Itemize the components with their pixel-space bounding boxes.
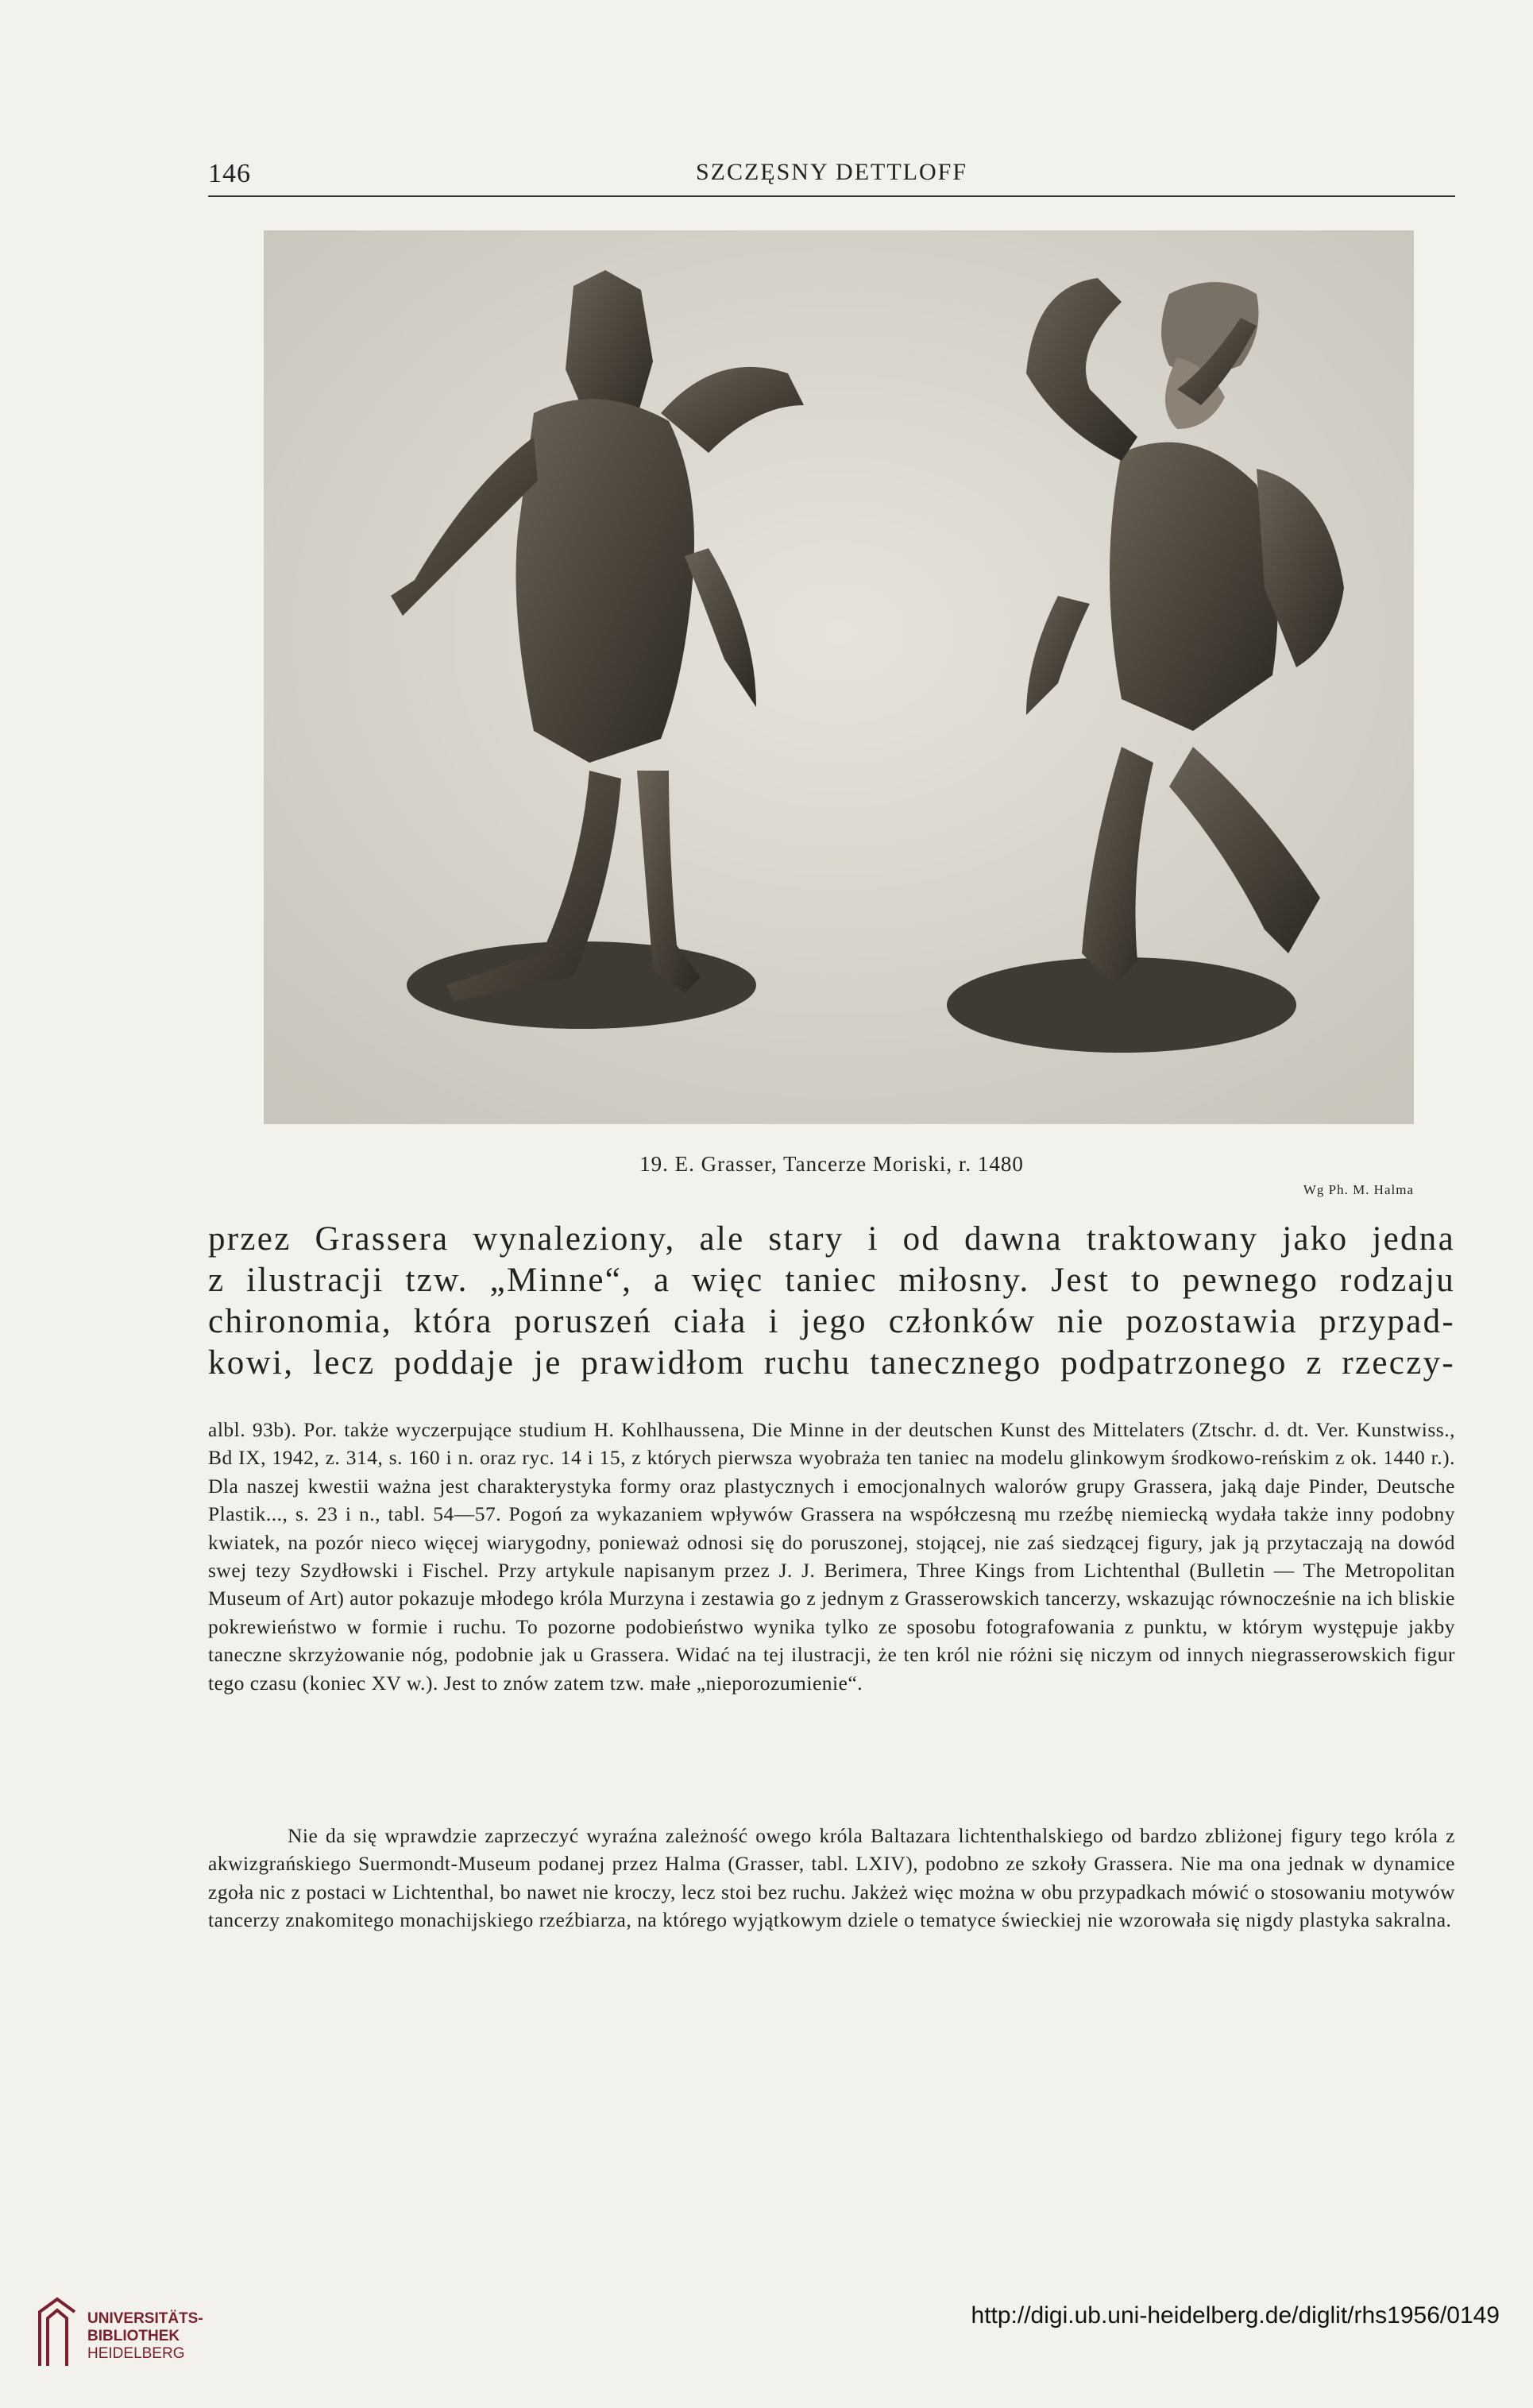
page-header: [208, 159, 1455, 207]
library-name-line: HEIDELBERG: [87, 2345, 185, 2362]
body-text: [208, 1219, 1455, 1384]
body-line: przez Grassera wynaleziony, ale stary i od dawna traktowany jako jedna: [208, 1220, 1455, 1258]
dancers-photo-illustration: [264, 230, 1414, 1124]
source-url-link[interactable]: http://digi.ub.uni-heidelberg.de/diglit/rhs1956/0149: [971, 2302, 1500, 2329]
figure-photograph: [264, 230, 1414, 1124]
header-rule: [208, 195, 1455, 197]
body-line: kowi, lecz poddaje je prawidłom ruchu tanecznego podpatrzonego z rzeczy-: [208, 1344, 1455, 1382]
footnote-paragraph-2: Nie da się wprawdzie zaprzeczyć wyraźna zależność owego króla Baltazara lichtenthalskiego od bardzo zbliżonej figury tego króla z akwizgrańskiego Suermondt-Museum podanej przez Halma (Grasser, tabl. LXIV), podobno ze szkoły Grassera. Nie ma ona jednak w dynamice zgoła nic z postaci w Lichtenthal, bo nawet nie kroczy, lecz stoi bez ruchu. Jakżeż więc można w obu przypadkach mówić o stosowaniu motywów tancerzy znakomitego monachijskiego rzeźbiarza, na którego wyjątkowym dziele o tematyce świeckiej nie wzorowała się nigdy plastyka sakralna.: [208, 1824, 1455, 1932]
running-head: SZCZĘSNY DETTLOFF: [695, 159, 968, 185]
footnote-paragraph-1: albl. 93b). Por. także wyczerpujące studium H. Kohlhaussena, Die Minne in der deutschen Kunst des Mittelaters (Ztschr. d. dt. Ver. Kunstwiss., Bd IX, 1942, z. 314, s. 160 i n. oraz ryc. 14 i 15, z których pierwsza wyobraża ten taniec na modelu glinkowym środkowo-reńskim z ok. 1440 r.). Dla naszej kwestii ważna jest charakterystyka formy oraz plastycznych i emocjonalnych walorów grupy Grassera, jaką daje Pinder, Deutsche Plastik..., s. 23 i n., tabl. 54—57. Pogoń za wykazaniem wpływów Grassera na współczesną mu rzeźbę niemiecką wydała także inny podobny kwiatek, na pozór nieco więcej wiarygodny, ponieważ odnosi się do poruszonej, stojącej, nie zaś siedzącej figury, jak ją przytaczają na dowód swej tezy Szydłowski i Fischel. Przy artykule napisanym przez J. J. Berimera, Three Kings from Lichtenthal (Bulletin — The Metropolitan Museum of Art) autor pokazuje młodego króla Murzyna i zestawia go z jednym z Grasserowskich tancerzy, wskazując równocześnie na ich bliskie pokrewieństwo w formie i ruchu. To pozorne podobieństwo wynika tylko ze sposobu fotografowania z punktu, w którym występuje jakby taneczne skrzyżowanie nóg, podobnie jak u Grassera. Widać na tej ilustracji, że ten król nie różni się niczym od innych niegrasserowskich figur tego czasu (koniec XV w.). Jest to znów zatem tzw. małe „nieporozumienie“.: [208, 1418, 1455, 1695]
library-name: [87, 2310, 203, 2363]
body-line: z ilustracji tzw. „Minne“, a więc taniec miłosny. Jest to pewnego rodzaju: [208, 1262, 1455, 1299]
library-logo-icon: [33, 2296, 81, 2367]
photo-credit: Wg Ph. M. Halma: [1303, 1182, 1414, 1197]
figure-caption: 19. E. Grasser, Tancerze Moriski, r. 1480: [639, 1152, 1024, 1176]
library-name-line: UNIVERSITÄTS-: [87, 2310, 203, 2327]
page-number: 146: [208, 159, 251, 188]
body-line: chironomia, która poruszeń ciała i jego członków nie pozostawia przypad-: [208, 1303, 1455, 1340]
library-name-line: BIBLIOTHEK: [87, 2328, 180, 2344]
